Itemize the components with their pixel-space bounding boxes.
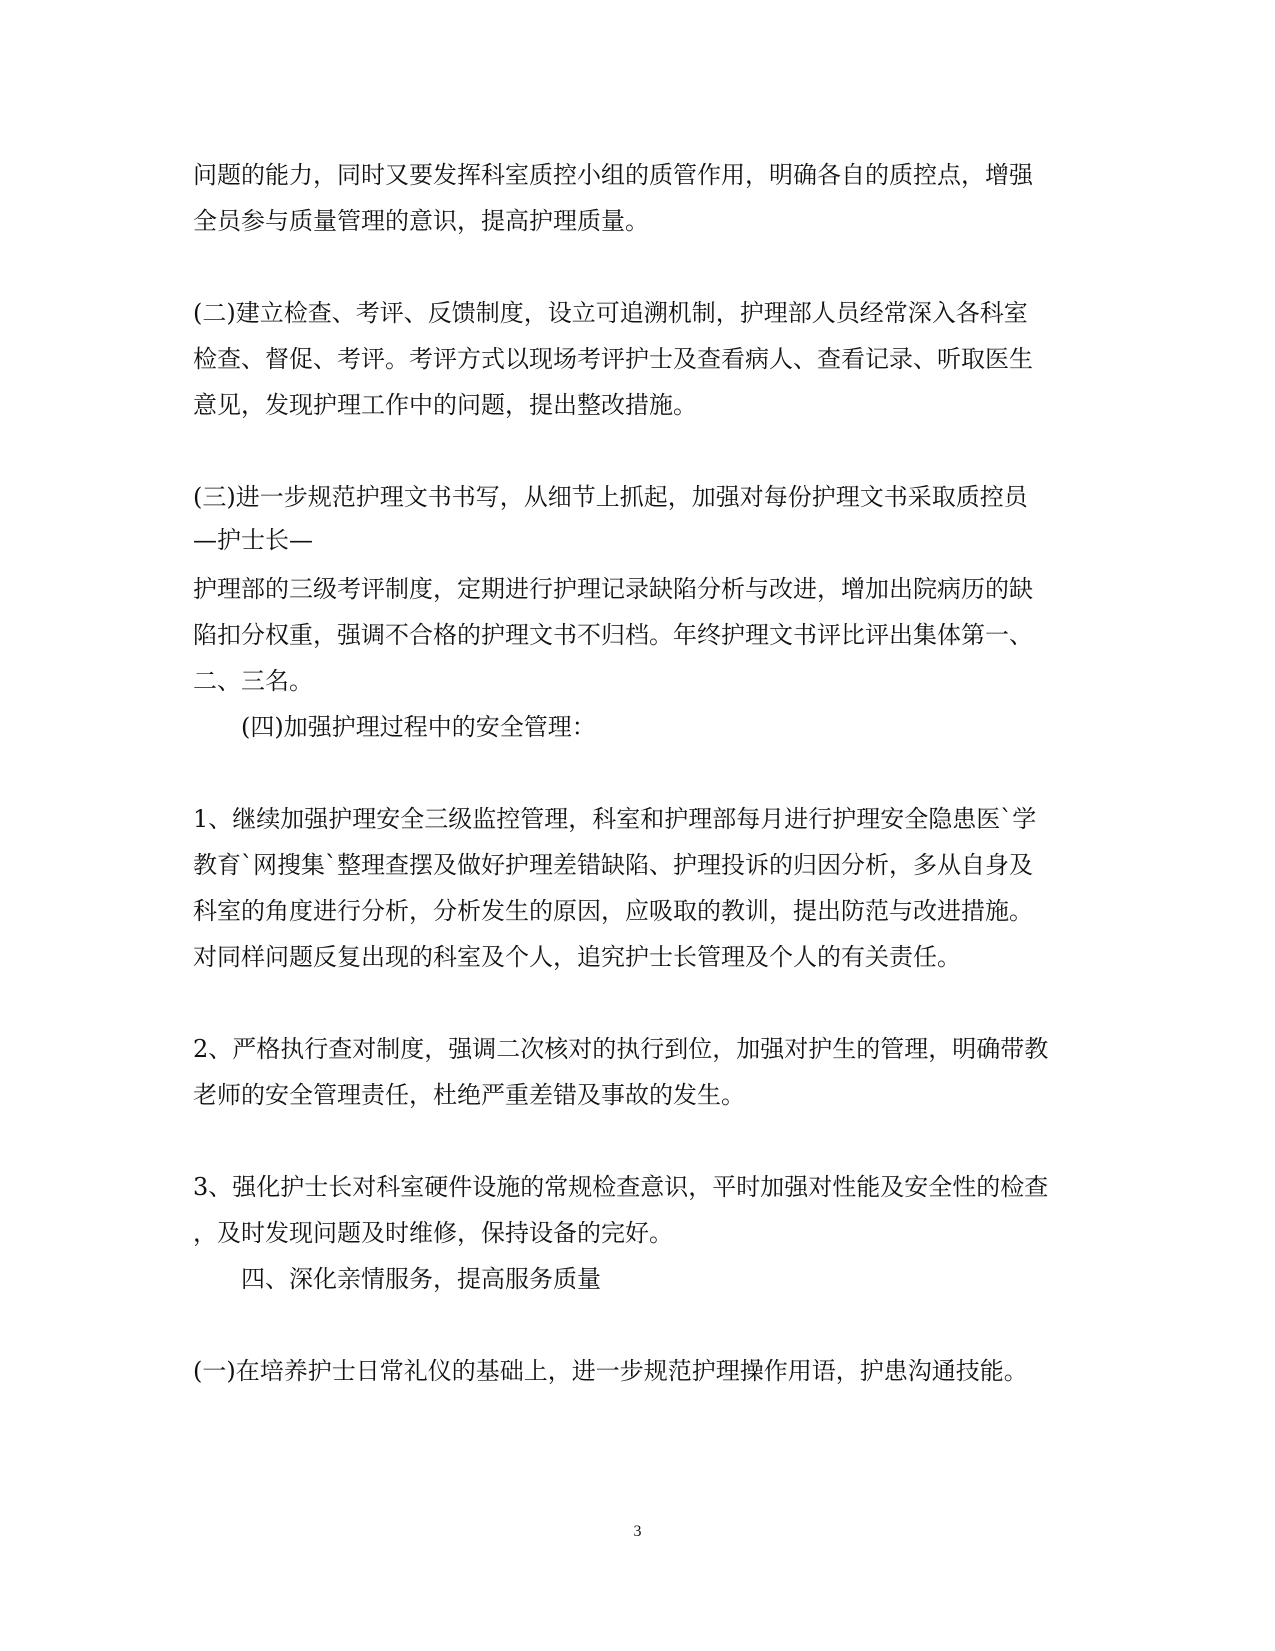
page-number: 3 [633,1523,642,1540]
body-text-line: 老师的安全管理责任，杜绝严重差错及事故的发生。 [193,1081,745,1109]
subsection-one-line: (一)在培养护士日常礼仪的基础上，进一步规范护理操作用语，护患沟通技能。 [193,1357,1028,1385]
section-three-line: (三)进一步规范护理文书书写，从细节上抓起，加强对每份护理文书采取质控员 [193,483,1028,511]
body-text-line: 科室的角度进行分析，分析发生的原因，应吸取的教训，提出防范与改进措施。 [193,897,1033,925]
item-one-line: 1、继续加强护理安全三级监控管理，科室和护理部每月进行护理安全隐患医`学 [193,805,1037,833]
body-text-line: —护士长— [193,526,313,554]
body-text-line: 二、三名。 [193,667,313,695]
body-text-line: 陷扣分权重，强调不合格的护理文书不归档。年终护理文书评比评出集体第一、 [193,621,1033,649]
body-text-line: 问题的能力，同时又要发挥科室质控小组的质管作用，明确各自的质控点，增强 [193,161,1033,189]
body-text-line: 检查、督促、考评。考评方式以现场考评护士及查看病人、查看记录、听取医生 [193,345,1033,373]
body-text-line: 教育`网搜集`整理查摆及做好护理差错缺陷、护理投诉的归因分析，多从自身及 [193,851,1033,879]
section-two-line: (二)建立检查、考评、反馈制度，设立可追溯机制，护理部人员经常深入各科室 [193,299,1028,327]
body-text-line: ，及时发现问题及时维修，保持设备的完好。 [193,1219,673,1247]
item-two-line: 2、严格执行查对制度，强调二次核对的执行到位，加强对护生的管理，明确带教 [193,1035,1049,1063]
section-four-heading: (四)加强护理过程中的安全管理： [241,713,596,741]
item-three-line: 3、强化护士长对科室硬件设施的常规检查意识，平时加强对性能及安全性的检查 [193,1173,1049,1201]
section-heading-four: 四、深化亲情服务，提高服务质量 [241,1265,601,1293]
body-text-line: 护理部的三级考评制度，定期进行护理记录缺陷分析与改进，增加出院病历的缺 [193,575,1033,603]
body-text-line: 全员参与质量管理的意识，提高护理质量。 [193,207,649,235]
body-text-line: 意见，发现护理工作中的问题，提出整改措施。 [193,391,697,419]
body-text-line: 对同样问题反复出现的科室及个人，追究护士长管理及个人的有关责任。 [193,943,961,971]
